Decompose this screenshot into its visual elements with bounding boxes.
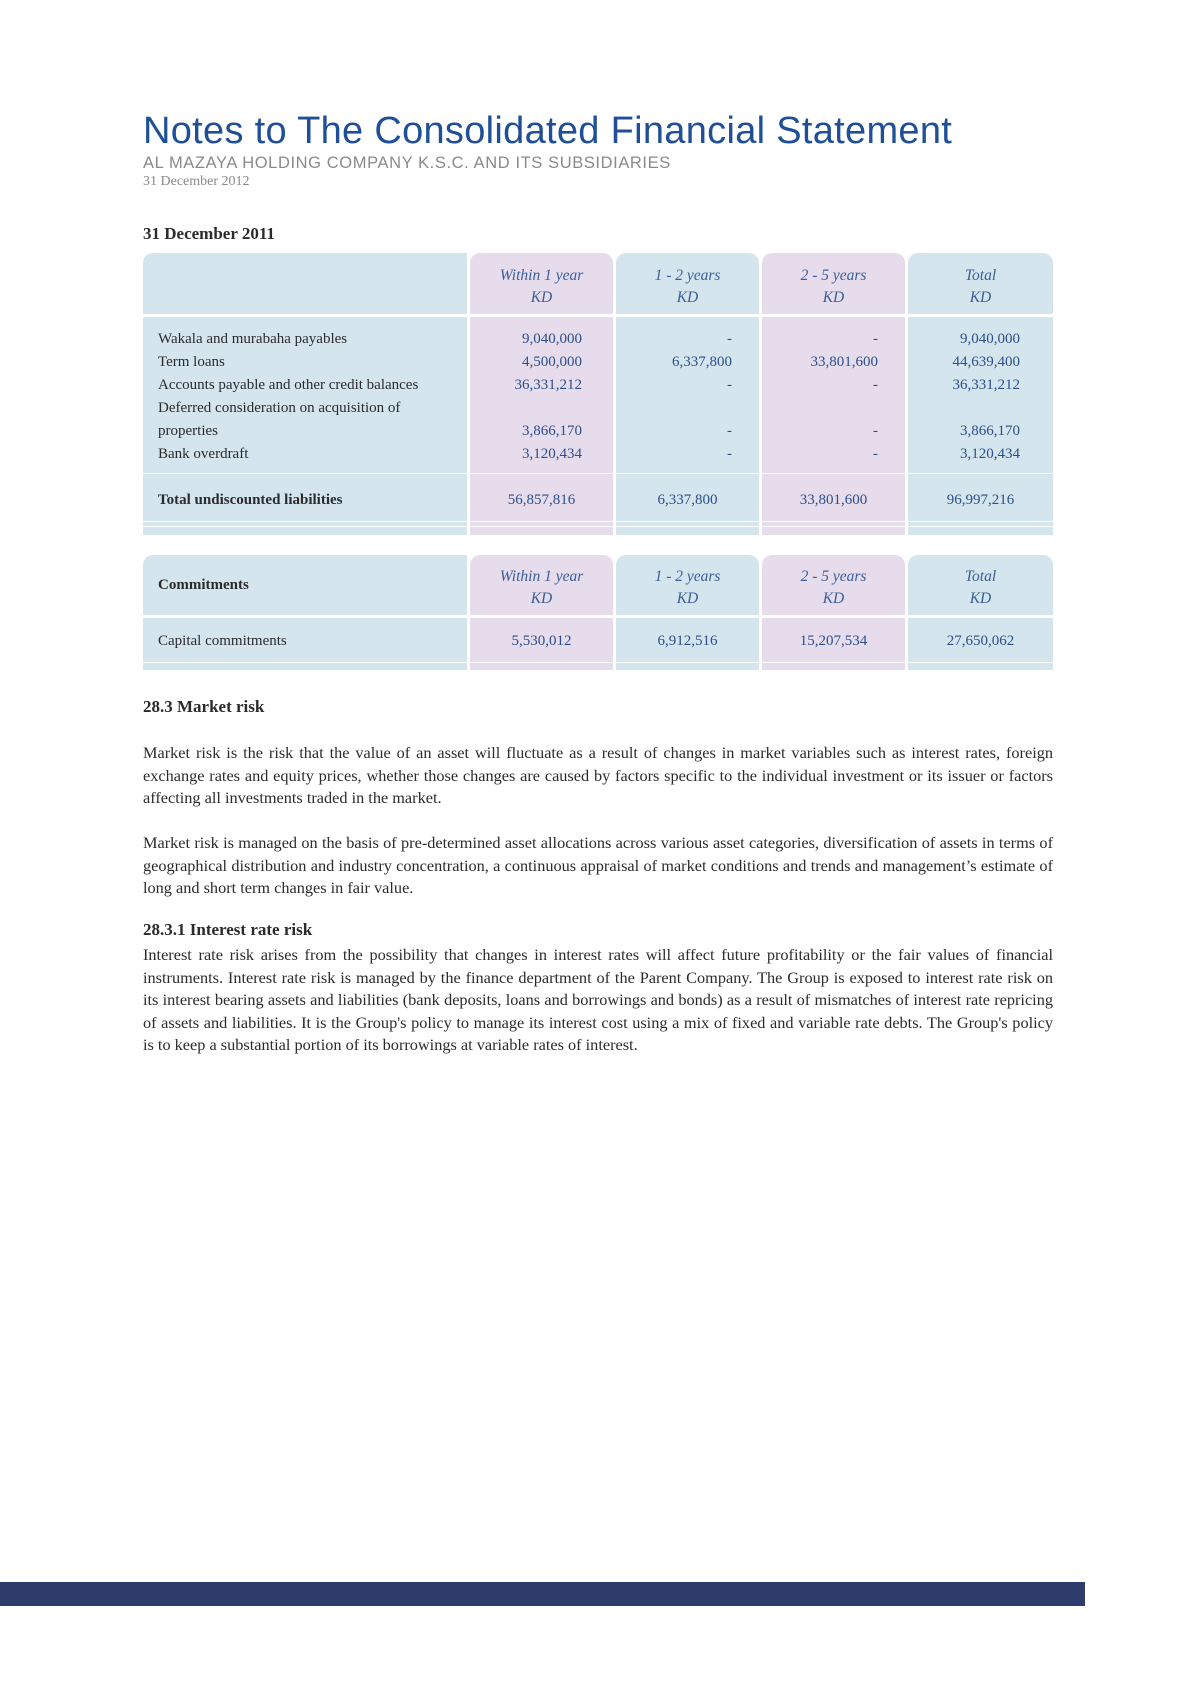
market-risk-paragraph-1: Market risk is the risk that the value of an asset will fluctuate as a result of changes in market variables such as interest rates, foreign exchange rates and equity prices, whether those changes are caused by factors specific to the individual investment or its issuer or factors affecting all investments traded in the market. [143,743,1053,807]
interest-rate-risk-paragraph: Interest rate risk arises from the possibility that changes in interest rates will affect future profitability or the fair values of financial instruments. Interest rate risk is managed by the finance department of the Parent Company. The Group is exposed to interest rate risk on its interest bearing assets and liabilities (bank deposits, loans and borrowings and bonds) as a result of mismatches of interest rate repricing of assets and liabilities. It is the Group's policy to manage its interest cost using a mix of fixed and variable rate debts. The Group's policy is to keep a substantial portion of its borrowings at variable rates of interest. [143,945,1053,1054]
column-header-1-2-years: 1 - 2 years KD [654,267,721,306]
liabilities-table: Within 1 year KD 1 - 2 years KD 2 - 5 years KD Total KD Wakala and murabaha payables 9,040,000 - - 9,040,000 Term loans 4,500,000 6,337,800 33,801,600 44,639,400 Accounts payable and other credit balances 36,331,212 - - 36,331,212 Deferred consideration on acquisition of properties 3,866,170 - - 3,866,170 Bank overdraft 3,120,434 - - 3,120,434 Total undiscounted liabilities 56,857,816 6,337,800 33,801,600 96,997,216 [143,253,1053,535]
row-divider [143,473,1053,474]
market-risk-heading: 28.3 Market risk [143,697,265,716]
row-divider [143,521,1053,522]
period-title: 31 December 2011 [143,224,275,243]
column-header-2-5-years: 2 - 5 years KD [800,568,867,607]
column-header-total: Total KD [964,267,997,306]
company-name: AL MAZAYA HOLDING COMPANY K.S.C. AND ITS SUBSIDIARIES [143,154,671,172]
page-title: Notes to The Consolidated Financial Statement [143,110,953,152]
column-header-1-2-years: 1 - 2 years KD [654,568,721,607]
statement-date: 31 December 2012 [143,174,250,189]
interest-rate-risk-heading: 28.3.1 Interest rate risk [143,920,313,939]
row-divider [143,526,1053,527]
market-risk-paragraph-2: Market risk is managed on the basis of pre-determined asset allocations across various asset categories, diversification of assets in terms of geographical distribution and industry concentration, a continuous appraisal of market conditions and trends and management’s estimate of long and short term changes in fair value. [143,833,1053,897]
header-divider [143,314,1053,317]
row-divider [143,662,1053,663]
column-header-within-1-year: Within 1 year KD [499,267,584,306]
column-header-within-1-year: Within 1 year KD [499,568,584,607]
column-header-total: Total KD [964,568,997,607]
commitments-header-label: Commitments [158,577,249,593]
column-header-2-5-years: 2 - 5 years KD [800,267,867,306]
footer-bar [0,1582,1085,1606]
header-divider [143,615,1053,618]
commitments-table: Commitments Within 1 year KD 1 - 2 years KD 2 - 5 years KD Total KD Capital commitments 5,530,012 6,912,516 15,207,534 27,650,062 [143,555,1053,670]
page-header [143,108,1073,192]
